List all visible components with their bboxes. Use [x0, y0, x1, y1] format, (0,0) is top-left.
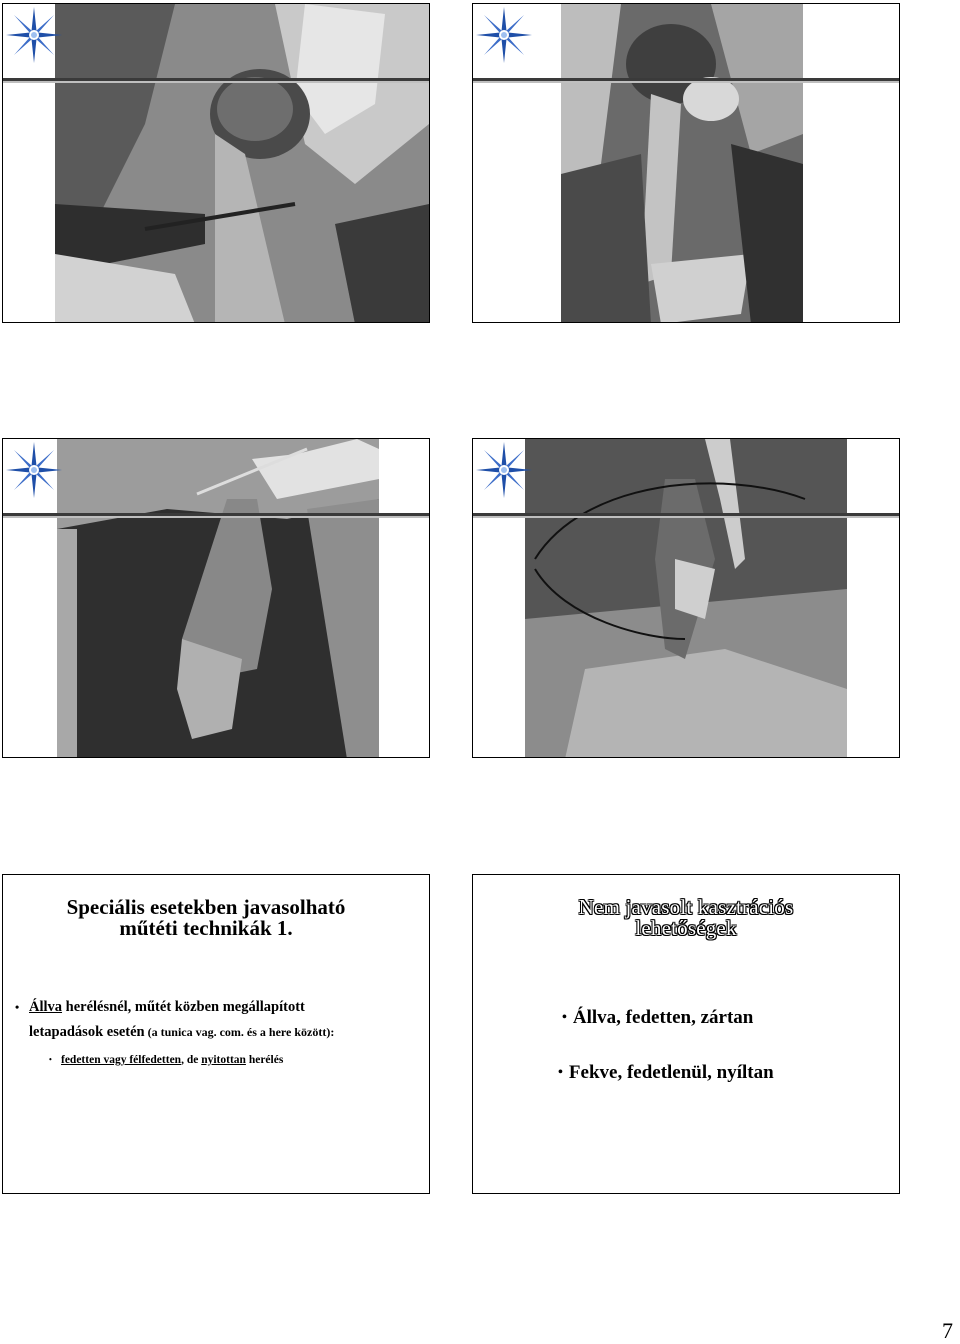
bullet-2-keyword: fedetten vagy félfedetten — [61, 1054, 182, 1066]
star-logo-icon — [475, 441, 533, 499]
header-rule — [473, 78, 900, 83]
bullet-icon: • — [562, 1010, 567, 1025]
bullet-1-keyword: Állva — [29, 999, 63, 1015]
title-line-2: műtéti technikák 1. — [119, 916, 293, 940]
slide-title — [473, 897, 899, 939]
bullet-1-text: herélésnél, műtét közben megállapított — [62, 999, 305, 1015]
star-logo-icon — [5, 441, 63, 499]
bullet-1-note: (a tunica vag. com. és a here között): — [144, 1025, 335, 1039]
slide-5 — [2, 874, 430, 1194]
bullet-2 — [558, 1062, 774, 1084]
bullet-1-text-cont: letapadások esetén — [29, 1024, 145, 1040]
bullet-2-text-end: herélés — [245, 1054, 284, 1066]
slide-4 — [472, 438, 900, 758]
bullet-icon: • — [558, 1065, 563, 1080]
slide-6 — [472, 874, 900, 1194]
bullet-1 — [562, 1007, 753, 1029]
surgery-photo-4 — [525, 439, 847, 758]
bullet-2-text: , de — [181, 1054, 202, 1066]
slide-1 — [2, 3, 430, 323]
header-rule — [3, 513, 430, 518]
surgery-photo-1 — [55, 4, 429, 323]
slide-3 — [2, 438, 430, 758]
title-line-1: Speciális esetekben javasolható — [66, 895, 346, 919]
bullet-2 — [49, 1054, 284, 1066]
surgery-photo-3 — [57, 439, 379, 758]
bullet-2-text: Fekve, fedetlenül, nyíltan — [568, 1062, 774, 1083]
bullet-2-keyword-2: nyitottan — [201, 1054, 246, 1066]
header-rule — [473, 513, 900, 518]
title-line-1: Nem javasolt kasztrációs — [578, 895, 794, 919]
bullet-icon: • — [15, 1000, 20, 1014]
surgery-photo-2 — [561, 4, 803, 323]
star-logo-icon — [475, 6, 533, 64]
bullet-1-text: Állva, fedetten, zártan — [572, 1007, 754, 1028]
slide-title — [2, 897, 429, 939]
title-line-2: lehetőségek — [635, 916, 737, 940]
page-number: 7 — [942, 1318, 953, 1343]
star-logo-icon — [5, 6, 63, 64]
header-rule — [3, 78, 430, 83]
bullet-icon: • — [49, 1055, 52, 1064]
slide-2 — [472, 3, 900, 323]
bullet-1 — [15, 995, 424, 1045]
